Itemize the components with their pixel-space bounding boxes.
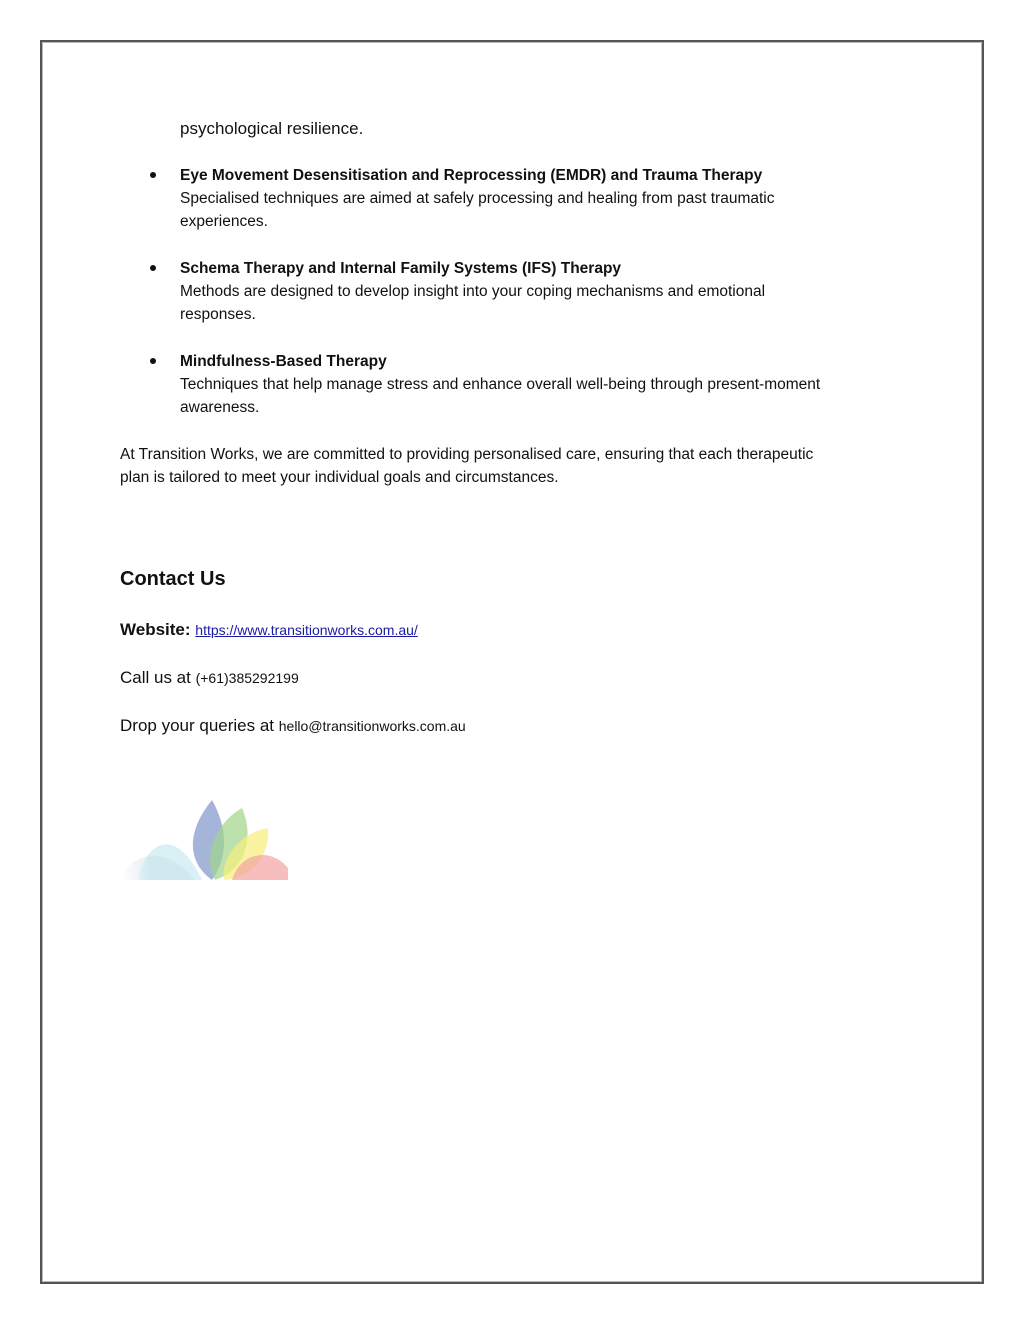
bullet-icon — [150, 358, 156, 364]
lotus-petals-icon — [120, 798, 290, 887]
therapy-description-line: Techniques that help manage stress and enhance overall well-being through present-moment — [180, 376, 821, 393]
therapy-description-line: Specialised techniques are aimed at safely processing and healing from past traumatic — [180, 190, 775, 207]
continued-text: psychological resilience. — [180, 119, 364, 138]
therapy-description-line: experiences. — [180, 213, 268, 230]
therapy-title: Eye Movement Desensitisation and Reprocessing (EMDR) and Trauma Therapy — [180, 167, 763, 184]
document-body — [120, 118, 900, 737]
closing-line: plan is tailored to meet your individual goals and circumstances. — [120, 469, 559, 486]
website-link[interactable]: https://www.transitionworks.com.au/ — [195, 622, 418, 638]
list-item — [120, 164, 900, 233]
bullet-icon — [150, 172, 156, 178]
closing-paragraph — [120, 443, 900, 489]
email-line — [120, 715, 900, 737]
phone-line — [120, 667, 900, 689]
contact-heading: Contact Us — [120, 568, 226, 590]
website-line — [120, 619, 900, 641]
therapy-title: Mindfulness-Based Therapy — [180, 353, 387, 370]
list-item — [120, 257, 900, 326]
therapy-title: Schema Therapy and Internal Family Systems (IFS) Therapy — [180, 260, 622, 277]
therapy-description-line: responses. — [180, 306, 256, 323]
therapy-description-line: Methods are designed to develop insight into your coping mechanisms and emotional — [180, 283, 766, 300]
bullet-icon — [150, 265, 156, 271]
email-label: Drop your queries at — [120, 716, 279, 735]
therapy-description-line: awareness. — [180, 399, 260, 416]
website-label: Website: — [120, 620, 191, 639]
therapy-list — [120, 164, 900, 419]
call-label: Call us at — [120, 668, 196, 687]
email-address: hello@transitionworks.com.au — [278, 718, 466, 734]
phone-number: (+61)385292199 — [195, 670, 299, 686]
closing-line: At Transition Works, we are committed to providing personalised care, ensuring that each therapeutic — [120, 446, 814, 463]
list-item — [120, 350, 900, 419]
